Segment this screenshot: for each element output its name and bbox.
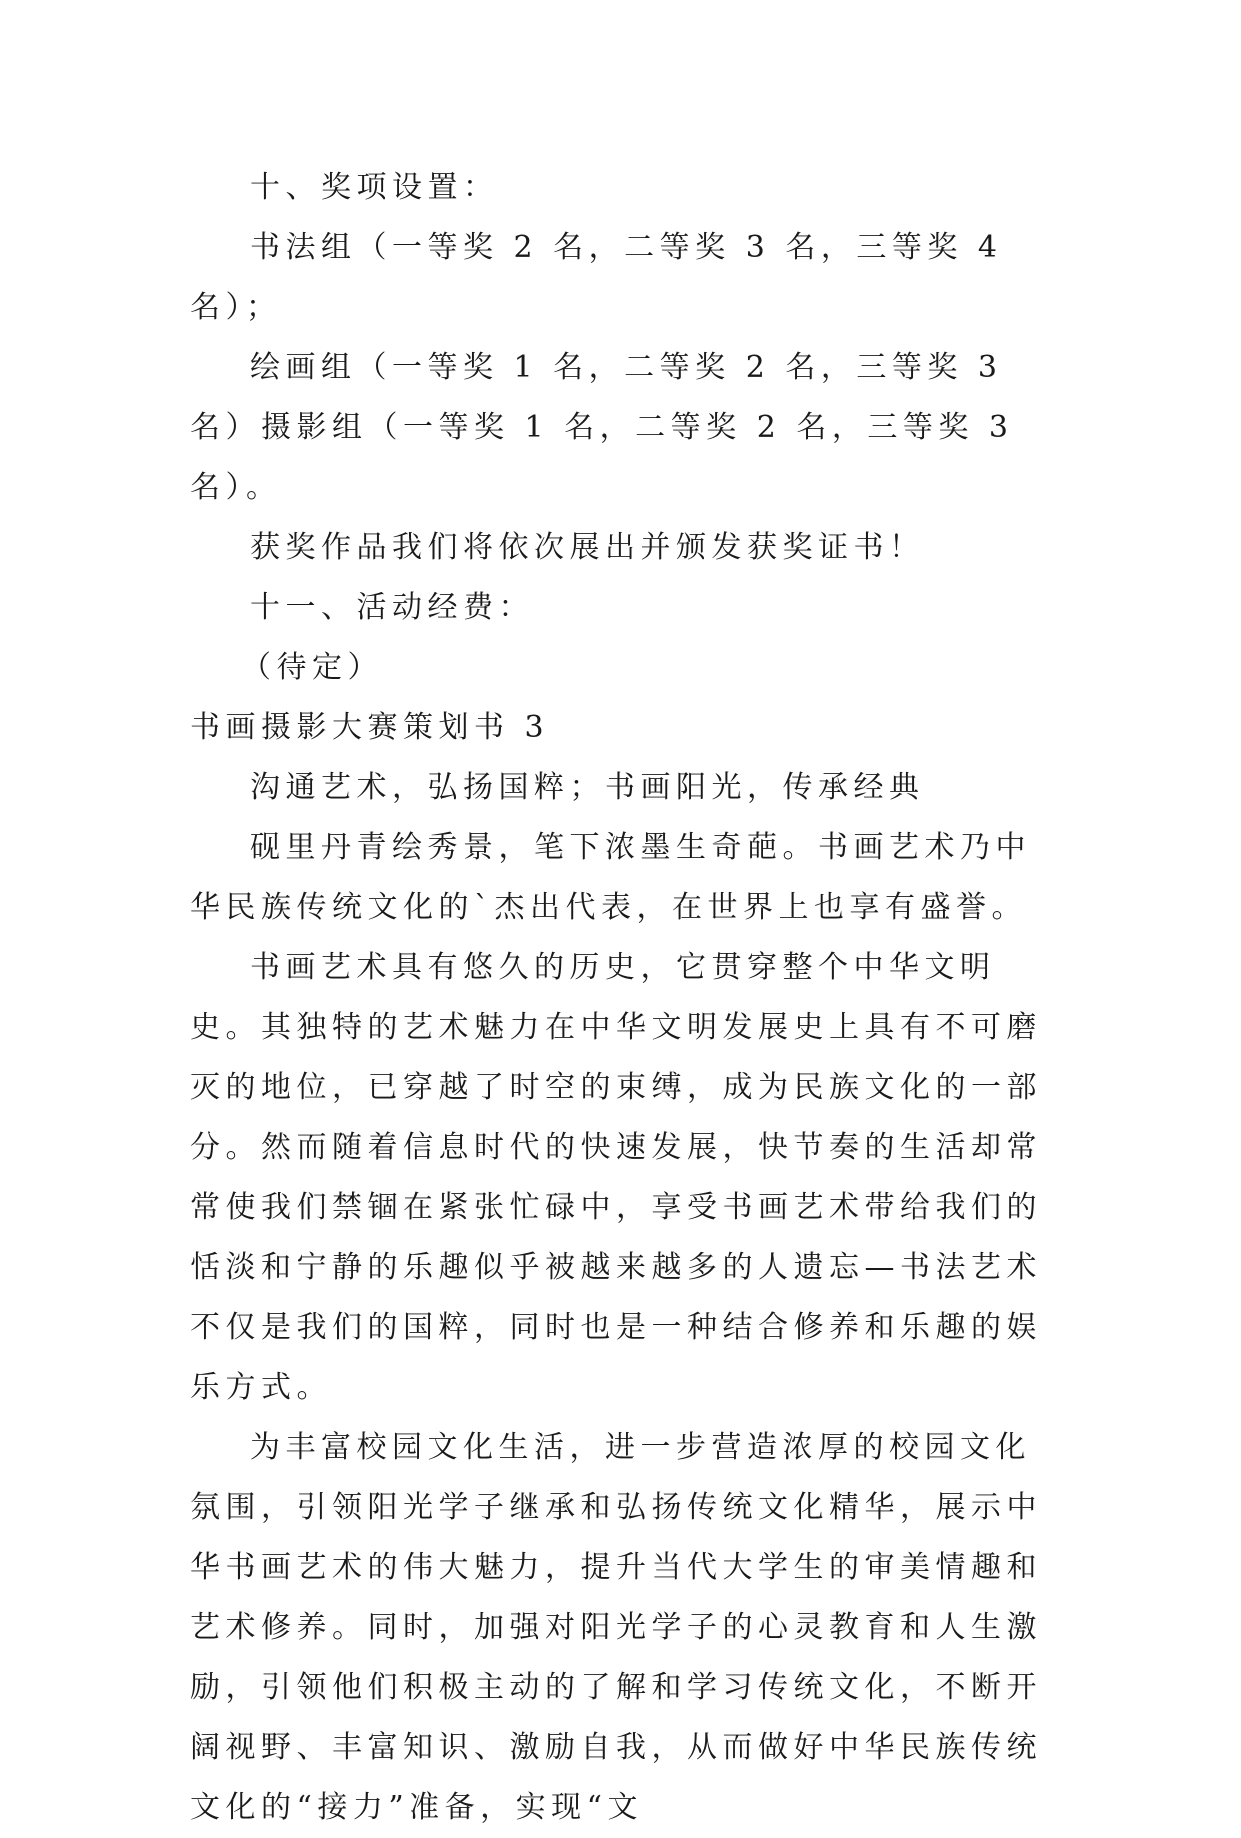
heading-funding: 十一、活动经费：: [250, 590, 534, 625]
paragraph-painting-photography-awards: 绘画组（一等奖 1 名，二等奖 2 名，三等奖 3 名）摄影组（一等奖 1 名，二等奖 2 名，三等奖 3 名）。: [190, 350, 1029, 505]
paragraph-intro: 砚里丹青绘秀景，笔下浓墨生奇葩。书画艺术乃中华民族传统文化的`杰出代表，在世界上也享有盛誉。: [190, 830, 1031, 925]
paragraph-slogan: 沟通艺术，弘扬国粹；书画阳光，传承经典: [250, 770, 925, 805]
paragraph-history: 书画艺术具有悠久的历史，它贯穿整个中华文明史。其独特的艺术魅力在中华文明发展史上具有不可磨灭的地位，已穿越了时空的束缚，成为民族文化的一部分。然而随着信息时代的快速发展，快节奏的生活却常常使我们禁锢在紧张忙碌中，享受书画艺术带给我们的恬淡和宁静的乐趣似乎被越来越多的人遗忘—书法艺术不仅是我们的国粹，同时也是一种结合修养和乐趣的娱乐方式。: [190, 950, 1042, 1405]
paragraph-calligraphy-awards: 书法组（一等奖 2 名，二等奖 3 名，三等奖 4 名）；: [190, 230, 1018, 325]
paragraph-purpose: 为丰富校园文化生活，进一步营造浓厚的校园文化氛围，引领阳光学子继承和弘扬传统文化精华，展示中华书画艺术的伟大魅力，提升当代大学生的审美情趣和艺术修养。同时，加强对阳光学子的心灵教育和人生激励，引领他们积极主动的了解和学习传统文化，不断开阔视野、丰富知识、激励自我，从而做好中华民族传统文化的“接力”准备，实现“文: [190, 1430, 1042, 1825]
document-body: [190, 158, 1055, 1838]
section-title: 书画摄影大赛策划书 3: [190, 710, 550, 745]
paragraph-award-display: 获奖作品我们将依次展出并颁发获奖证书！: [250, 530, 925, 565]
heading-awards: 十、奖项设置：: [250, 170, 499, 205]
paragraph-funding-tbd: （待定）: [241, 650, 383, 685]
